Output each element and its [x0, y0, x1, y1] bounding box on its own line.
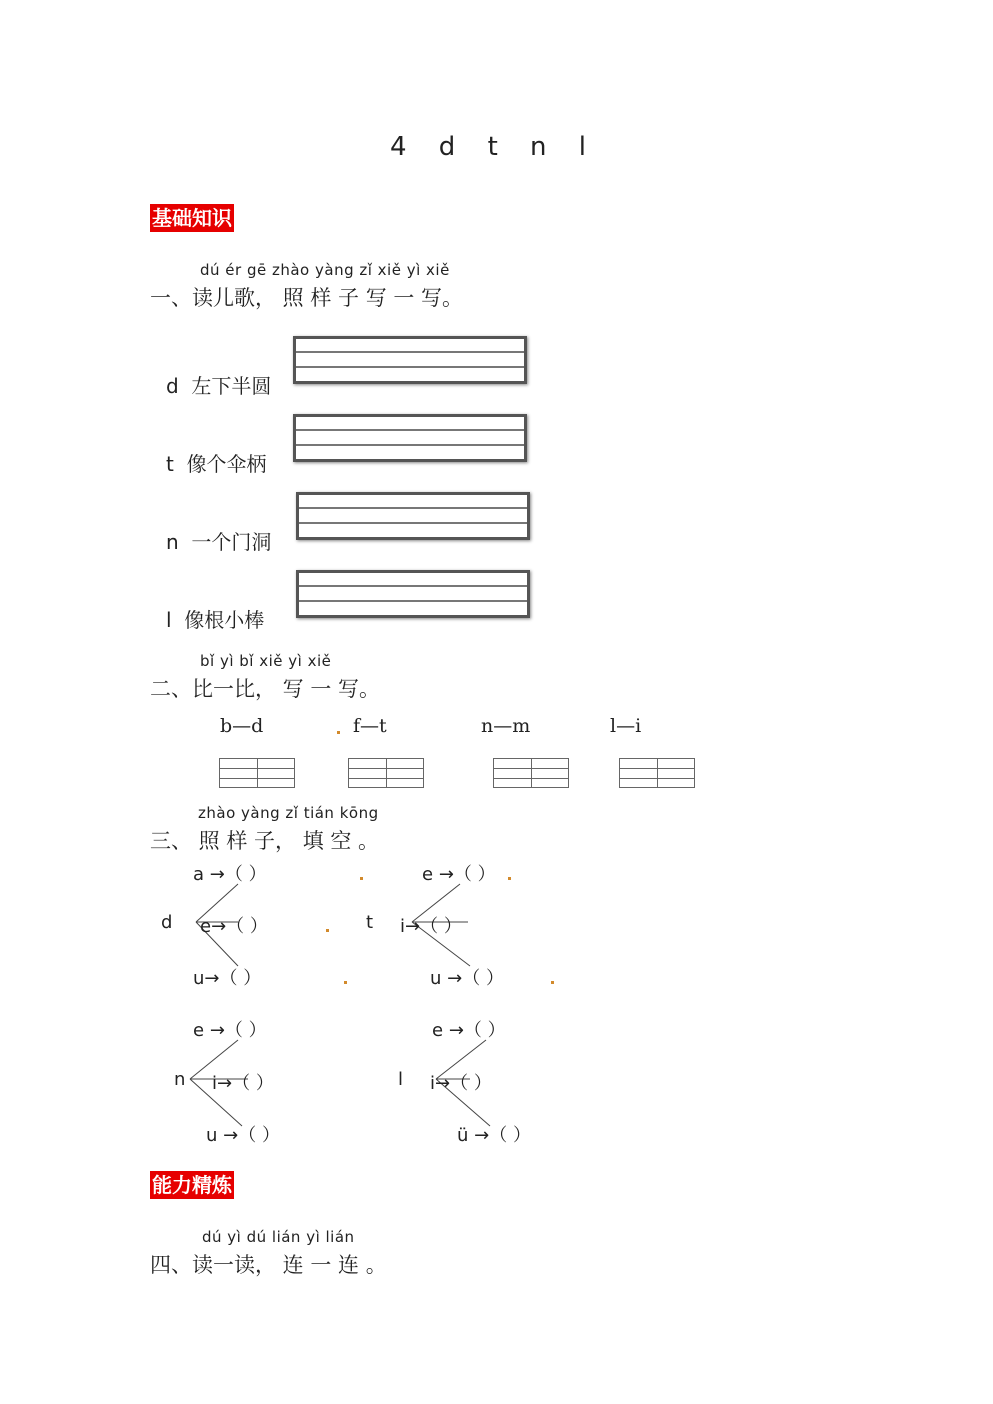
q3-pinyin: zhào yàng zǐ tián kōng: [198, 804, 379, 822]
q3-final: e: [432, 1020, 444, 1041]
q4-heading: 四、读一读， 连 一 连 。: [150, 1253, 387, 1277]
q1-letter: n: [166, 530, 179, 554]
q2-pinyin: bǐ yì bǐ xiě yì xiě: [200, 652, 332, 670]
q1-letter: d: [166, 374, 179, 398]
q2-pair-3: n—m: [481, 715, 531, 737]
q3-arrow-blank: →（ ）: [209, 1020, 267, 1041]
speck: [344, 981, 347, 984]
q3-arrow-blank: →（ ）: [435, 1073, 492, 1094]
q3-final: i: [212, 1073, 218, 1094]
q3-arrow-blank: →（ ）: [209, 864, 267, 885]
q3-item: [206, 1121, 280, 1147]
speck: [337, 731, 340, 734]
q2-pair-4: l—i: [610, 715, 642, 737]
q3-arrow-blank: →（ ）: [217, 1073, 274, 1094]
q2-pair-2: f—t: [353, 715, 387, 737]
q3-final: i: [430, 1073, 436, 1094]
q3-arrow-blank: →（ ）: [438, 864, 496, 885]
q3-item: [432, 1016, 506, 1042]
q3-item: [422, 860, 496, 886]
q3-item: [200, 912, 268, 938]
q3-arrow-blank: →（ ）: [447, 968, 504, 989]
q1-letter: l: [166, 608, 172, 632]
q3-initial-d: d: [161, 912, 173, 933]
section-badge-practice: 能力精炼: [152, 1173, 232, 1197]
q3-final: e: [193, 1020, 205, 1041]
q3-initial-t: t: [366, 912, 374, 933]
q3-item: [430, 964, 504, 990]
q3-item: [193, 860, 267, 886]
q1-text: 像个伞柄: [186, 452, 267, 476]
q3-item: [457, 1121, 531, 1147]
q1-letter: t: [166, 452, 174, 476]
q3-initial-l: l: [398, 1069, 404, 1090]
q3-final: u: [206, 1125, 218, 1146]
q3-arrow-blank: →（ ）: [223, 1125, 280, 1146]
q3-final: u: [193, 968, 205, 989]
q3-arrow-blank: →（ ）: [204, 968, 262, 989]
q3-final: ü: [457, 1125, 469, 1146]
speck: [360, 877, 363, 880]
q3-final: i: [400, 916, 406, 937]
q2-pair-1: b—d: [220, 715, 264, 737]
speck: [508, 877, 511, 880]
q3-item: [193, 1016, 267, 1042]
q1-text: 像根小棒: [184, 608, 265, 632]
q4-pinyin: dú yì dú lián yì lián: [202, 1228, 355, 1246]
speck: [551, 981, 554, 984]
q3-final: e: [422, 864, 434, 885]
q3-initial-n: n: [174, 1069, 186, 1090]
q2-heading: 二、比一比， 写 一 写。: [150, 677, 381, 701]
q3-arrow-blank: →（ ）: [405, 916, 462, 937]
q3-arrow-blank: →（ ）: [448, 1020, 506, 1041]
q1-pinyin: dú ér gē zhào yàng zǐ xiě yì xiě: [200, 261, 450, 279]
section-badge-basics: 基础知识: [152, 206, 232, 230]
q3-item: [193, 964, 261, 990]
q1-heading: 一、读儿歌， 照 样 子 写 一 写。: [150, 286, 464, 310]
q3-arrow-blank: →（ ）: [474, 1125, 531, 1146]
q1-text: 左下半圆: [191, 374, 272, 398]
q3-arrow-blank: →（ ）: [211, 916, 268, 937]
q3-heading: 三、 照 样 子， 填 空 。: [150, 829, 380, 853]
q3-item: [430, 1069, 492, 1095]
q3-item: [400, 912, 462, 938]
q3-final: e: [200, 916, 212, 937]
page-title: 4 d t n l: [390, 132, 589, 162]
q3-final: a: [193, 864, 205, 885]
q3-item: [212, 1069, 274, 1095]
speck: [326, 929, 329, 932]
q1-text: 一个门洞: [191, 530, 272, 554]
q3-final: u: [430, 968, 442, 989]
